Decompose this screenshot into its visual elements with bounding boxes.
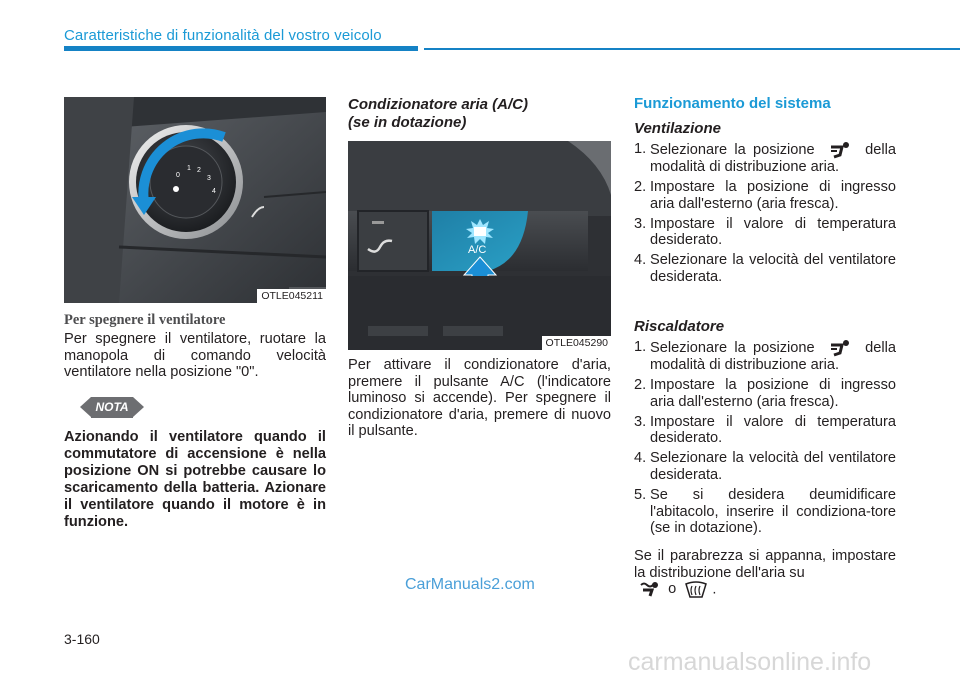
ac-paragraph: Per attivare il condizionatore d'aria, premere il pulsante A/C (l'indicatore luminoso si accende). Per spegnere il condizionatore d'aria, premere di nuovo il pulsante.	[348, 357, 611, 439]
page-header-title: Caratteristiche di funzionalità del vostro veicolo	[64, 27, 382, 44]
list-item: 3. Impostare il valore di temperatura desiderato.	[634, 215, 896, 249]
face-vent-icon	[828, 339, 852, 357]
floor-defrost-icon	[638, 581, 660, 598]
heater-title: Riscaldatore	[634, 318, 725, 335]
ac-title-line-2: (se in dotazione)	[348, 114, 467, 131]
header-rule	[424, 48, 960, 50]
list-item: 2. Impostare la posizione di ingresso aria dall'esterno (aria fresca).	[634, 377, 896, 410]
knob-number-4: 4	[212, 188, 216, 195]
list-item: 1. Selezionare la posizione della modalità di distribuzione aria.	[634, 141, 896, 175]
ac-button-photo	[348, 141, 611, 350]
list-item: 5. Se si desidera deumidificare l'abitacolo, inserire il condiziona-tore (se in dotazione).	[634, 487, 896, 537]
turn-off-fan-paragraph: Per spegnere il ventilatore, ruotare la manopola di comando velocità ventilatore nella posizione "0".	[64, 331, 326, 380]
heater-steps	[634, 339, 896, 540]
nota-text: Azionando il ventilatore quando il commutatore di accensione è nella posizione ON si potrebbe causare lo scaricamento della batteria. Azionare il ventilatore quando il motore è in funzione.	[64, 429, 326, 530]
ventilation-steps	[634, 141, 896, 289]
ac-panel-illustration	[348, 141, 611, 350]
system-operation-heading: Funzionamento del sistema	[634, 95, 831, 112]
photo-code: OTLE045290	[542, 336, 611, 350]
list-item: 4. Selezionare la velocità del ventilatore desiderata.	[634, 252, 896, 286]
ac-button-label: A/C	[468, 244, 487, 256]
list-item: 4. Selezionare la velocità del ventilatore desiderata.	[634, 450, 896, 484]
ac-title-line-1: Condizionatore aria (A/C)	[348, 96, 529, 113]
knob-number-3: 3	[207, 175, 211, 182]
knob-number-1: 1	[187, 165, 191, 172]
header-bar	[64, 46, 418, 51]
fan-knob-illustration	[64, 97, 326, 303]
closing-paragraph: Se il parabrezza si appanna, impostare la distribuzione dell'aria su o .	[634, 548, 896, 598]
list-item: 3. Impostare il valore di temperatura desiderato.	[634, 413, 896, 447]
nota-badge: NOTA	[91, 397, 133, 418]
list-item: 1. Selezionare la posizione della modalità di distribuzione aria.	[634, 339, 896, 373]
face-vent-icon	[828, 141, 852, 159]
ac-section-title	[348, 96, 528, 132]
page-number: 3-160	[64, 631, 100, 647]
knob-number-2: 2	[197, 167, 201, 174]
site-watermark: carmanualsonline.info	[628, 648, 872, 676]
windshield-defrost-icon	[684, 581, 708, 598]
section-title-turn-off-fan: Per spegnere il ventilatore	[64, 312, 226, 328]
fan-icon	[173, 186, 179, 192]
watermark: CarManuals2.com	[405, 576, 535, 593]
list-item: 2. Impostare la posizione di ingresso aria dall'esterno (aria fresca).	[634, 179, 896, 212]
knob-number-0: 0	[176, 172, 180, 179]
fan-knob-photo	[64, 97, 326, 303]
ventilation-title: Ventilazione	[634, 120, 721, 137]
photo-code: OTLE045211	[257, 289, 326, 303]
